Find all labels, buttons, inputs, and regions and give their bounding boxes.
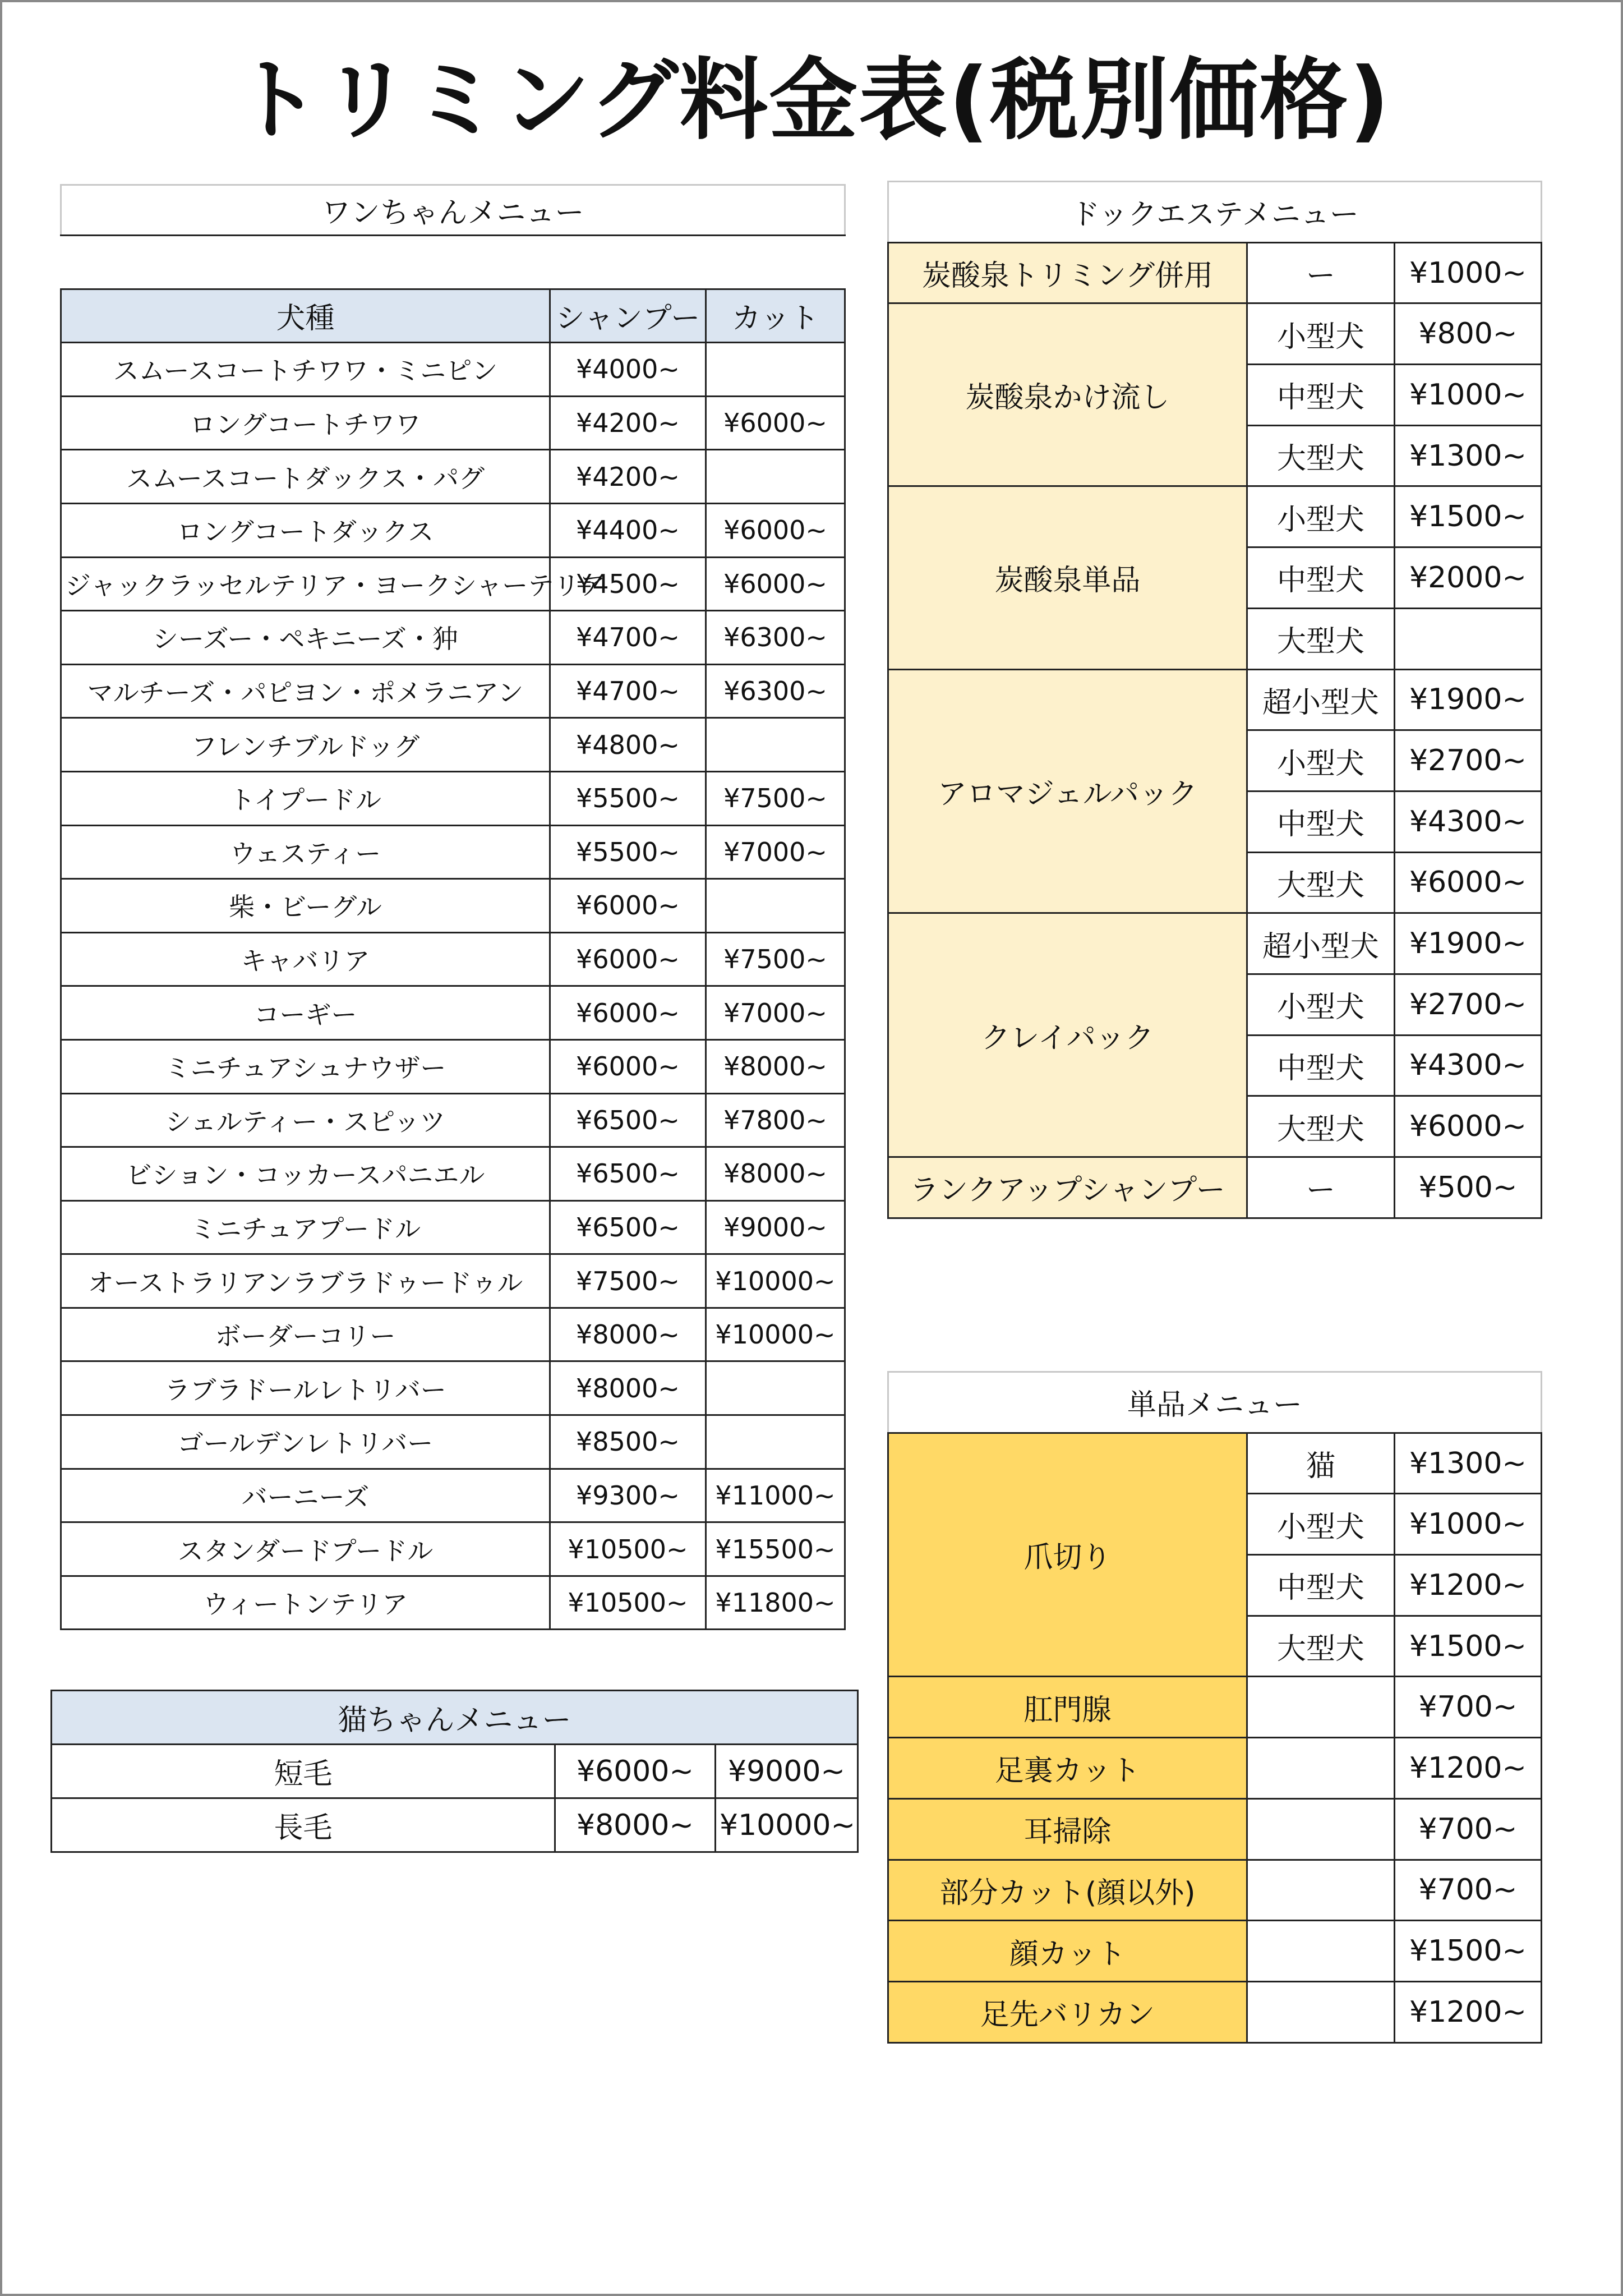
dog-menu-row (61, 1093, 845, 1147)
dog-menu-row (61, 1308, 845, 1361)
price-cell: ¥1200~ (1395, 1555, 1542, 1616)
dog-menu-row (61, 771, 845, 825)
price-cell: ¥6000~ (1395, 852, 1542, 913)
empty-size-cell (1247, 1738, 1395, 1799)
shampoo-price-cell: ¥8000~ (550, 1361, 706, 1415)
shampoo-price-cell: ¥4500~ (550, 557, 706, 611)
dog-menu-row (61, 1200, 845, 1254)
price-cell: ¥2700~ (1395, 974, 1542, 1035)
shampoo-price-cell: ¥8000~ (550, 1308, 706, 1361)
shampoo-price-cell: ¥6000~ (550, 986, 706, 1040)
esthe-menu-table (887, 181, 1542, 1219)
dog-menu-row (61, 1147, 845, 1201)
shampoo-price-cell: ¥4200~ (550, 396, 706, 450)
dog-size-cell: 中型犬 (1247, 365, 1395, 426)
dog-size-cell: 中型犬 (1247, 791, 1395, 852)
cut-price-cell: ¥10000~ (716, 1798, 858, 1852)
cut-price-cell: ¥9000~ (706, 1200, 845, 1254)
dog-size-cell: 小型犬 (1247, 303, 1395, 365)
dog-size-cell: 小型犬 (1247, 730, 1395, 792)
cut-price-cell: ¥6000~ (706, 557, 845, 611)
coat-type-cell: 短毛 (52, 1745, 555, 1798)
single-menu-row (888, 1798, 1542, 1860)
dog-menu-header-row (61, 289, 845, 343)
empty-size-cell (1247, 1677, 1395, 1738)
single-service-name: 爪切り (888, 1433, 1247, 1677)
cut-price-cell: ¥7000~ (706, 825, 845, 879)
coat-type-cell: 長毛 (52, 1798, 555, 1852)
cut-price-cell: ¥10000~ (706, 1254, 845, 1308)
cut-price-cell: ¥11800~ (706, 1576, 845, 1630)
header-cut: カット (706, 289, 845, 343)
dog-size-cell: 超小型犬 (1247, 913, 1395, 974)
price-cell: ¥1000~ (1395, 365, 1542, 426)
esthe-menu-title: ドックエステメニュー (888, 182, 1542, 243)
dog-size-cell: 大型犬 (1247, 1096, 1395, 1157)
dog-menu-row (61, 664, 845, 718)
price-cell: ¥2000~ (1395, 547, 1542, 609)
shampoo-price-cell: ¥8500~ (550, 1415, 706, 1469)
shampoo-price-cell: ¥6500~ (550, 1093, 706, 1147)
breed-cell: キャバリア (61, 932, 550, 986)
single-menu-row (888, 1860, 1542, 1921)
shampoo-price-cell: ¥4800~ (550, 718, 706, 772)
dog-size-cell: 中型犬 (1247, 1035, 1395, 1096)
shampoo-price-cell: ¥4200~ (550, 450, 706, 504)
cut-price-cell: ¥7500~ (706, 771, 845, 825)
shampoo-price-cell: ¥10500~ (550, 1522, 706, 1576)
cat-menu-title: 猫ちゃんメニュー (52, 1691, 858, 1745)
breed-cell: ミニチュアシュナウザー (61, 1039, 550, 1093)
dog-menu-row (61, 1361, 845, 1415)
price-cell: ¥700~ (1395, 1798, 1542, 1860)
cut-price-cell: ¥10000~ (706, 1308, 845, 1361)
pet-size-cell: 大型犬 (1247, 1616, 1395, 1677)
price-cell: ¥700~ (1395, 1860, 1542, 1921)
cut-price-cell: ¥8000~ (706, 1039, 845, 1093)
shampoo-price-cell: ¥6000~ (550, 1039, 706, 1093)
single-menu-row (888, 1433, 1542, 1494)
esthe-service-name: 炭酸泉かけ流し (888, 303, 1247, 486)
price-cell: ¥4300~ (1395, 791, 1542, 852)
dog-menu-title-row (61, 185, 845, 236)
empty-size-cell (1247, 1921, 1395, 1982)
price-cell: ¥1000~ (1395, 1494, 1542, 1555)
price-cell: ¥800~ (1395, 303, 1542, 365)
single-menu-row (888, 1981, 1542, 2042)
price-cell: ¥1500~ (1395, 1616, 1542, 1677)
esthe-menu-row (888, 1157, 1542, 1218)
dog-size-cell: 小型犬 (1247, 974, 1395, 1035)
dog-menu-row (61, 986, 845, 1040)
dog-size-cell: ー (1247, 242, 1395, 303)
pet-size-cell: 小型犬 (1247, 1494, 1395, 1555)
dog-menu-row (61, 450, 845, 504)
cut-price-cell (706, 450, 845, 504)
breed-cell: シーズー・ペキニーズ・狆 (61, 611, 550, 665)
price-cell: ¥6000~ (1395, 1096, 1542, 1157)
cut-price-cell: ¥15500~ (706, 1522, 845, 1576)
breed-cell: ロングコートダックス (61, 503, 550, 557)
dog-menu-row (61, 611, 845, 665)
dog-menu-row (61, 932, 845, 986)
price-cell: ¥2700~ (1395, 730, 1542, 792)
single-service-name: 耳掃除 (888, 1798, 1247, 1860)
breed-cell: マルチーズ・パピヨン・ポメラニアン (61, 664, 550, 718)
esthe-menu-row (888, 913, 1542, 974)
dog-menu-row (61, 1576, 845, 1630)
cut-price-cell: ¥7000~ (706, 986, 845, 1040)
shampoo-price-cell: ¥6000~ (555, 1745, 716, 1798)
dog-menu-row (61, 879, 845, 933)
shampoo-price-cell: ¥4400~ (550, 503, 706, 557)
pet-size-cell: 猫 (1247, 1433, 1395, 1494)
shampoo-price-cell: ¥7500~ (550, 1254, 706, 1308)
shampoo-price-cell: ¥9300~ (550, 1469, 706, 1522)
cut-price-cell (706, 1361, 845, 1415)
esthe-service-name: 炭酸泉トリミング併用 (888, 242, 1247, 303)
breed-cell: ミニチュアプードル (61, 1200, 550, 1254)
single-menu-title: 単品メニュー (888, 1372, 1542, 1433)
price-cell: ¥1500~ (1395, 1921, 1542, 1982)
esthe-menu-row (888, 486, 1542, 547)
esthe-service-name: ランクアップシャンプー (888, 1157, 1247, 1218)
dog-menu-row (61, 1415, 845, 1469)
breed-cell: ビション・コッカースパニエル (61, 1147, 550, 1201)
cut-price-cell: ¥7800~ (706, 1093, 845, 1147)
price-cell: ¥500~ (1395, 1157, 1542, 1218)
dog-menu-row (61, 1522, 845, 1576)
price-cell (1395, 608, 1542, 669)
dog-size-cell: 大型犬 (1247, 852, 1395, 913)
shampoo-price-cell: ¥4700~ (550, 664, 706, 718)
dog-menu-row (61, 396, 845, 450)
dog-menu-row (61, 1254, 845, 1308)
shampoo-price-cell: ¥4000~ (550, 343, 706, 397)
shampoo-price-cell: ¥6500~ (550, 1147, 706, 1201)
dog-size-cell: 大型犬 (1247, 608, 1395, 669)
single-service-name: 足裏カット (888, 1738, 1247, 1799)
dog-menu-row (61, 825, 845, 879)
dog-size-cell: 小型犬 (1247, 486, 1395, 547)
price-cell: ¥1200~ (1395, 1738, 1542, 1799)
price-cell: ¥1000~ (1395, 242, 1542, 303)
price-cell: ¥1900~ (1395, 913, 1542, 974)
breed-cell: ボーダーコリー (61, 1308, 550, 1361)
cut-price-cell (706, 343, 845, 397)
header-breed: 犬種 (61, 289, 550, 343)
single-menu-title-row (888, 1372, 1542, 1433)
cut-price-cell: ¥6000~ (706, 396, 845, 450)
breed-cell: シェルティー・スピッツ (61, 1093, 550, 1147)
breed-cell: オーストラリアンラブラドゥードゥル (61, 1254, 550, 1308)
single-menu-table (887, 1371, 1542, 2044)
shampoo-price-cell: ¥10500~ (550, 1576, 706, 1630)
single-menu-row (888, 1677, 1542, 1738)
dog-menu-row (61, 1469, 845, 1522)
breed-cell: スムースコートダックス・パグ (61, 450, 550, 504)
cat-menu-row (52, 1798, 858, 1852)
single-menu-row (888, 1921, 1542, 1982)
cut-price-cell: ¥11000~ (706, 1469, 845, 1522)
dog-size-cell: 中型犬 (1247, 547, 1395, 609)
cat-menu-title-row (52, 1691, 858, 1745)
dog-menu-row (61, 718, 845, 772)
empty-size-cell (1247, 1798, 1395, 1860)
shampoo-price-cell: ¥6000~ (550, 879, 706, 933)
breed-cell: ウィートンテリア (61, 1576, 550, 1630)
dog-menu-table (60, 184, 846, 1630)
breed-cell: トイプードル (61, 771, 550, 825)
dog-size-cell: 大型犬 (1247, 425, 1395, 486)
breed-cell: スムースコートチワワ・ミニピン (61, 343, 550, 397)
cut-price-cell: ¥6300~ (706, 611, 845, 665)
cut-price-cell: ¥6300~ (706, 664, 845, 718)
page-title: トリミング料金表(税別価格) (232, 49, 1391, 152)
dog-menu-row (61, 1039, 845, 1093)
single-menu-row (888, 1738, 1542, 1799)
price-cell: ¥1200~ (1395, 1981, 1542, 2042)
pet-size-cell: 中型犬 (1247, 1555, 1395, 1616)
breed-cell: ウェスティー (61, 825, 550, 879)
shampoo-price-cell: ¥5500~ (550, 825, 706, 879)
price-cell: ¥4300~ (1395, 1035, 1542, 1096)
price-cell: ¥1300~ (1395, 1433, 1542, 1494)
cut-price-cell (706, 1415, 845, 1469)
breed-cell: ロングコートチワワ (61, 396, 550, 450)
esthe-service-name: クレイパック (888, 913, 1247, 1157)
cut-price-cell: ¥7500~ (706, 932, 845, 986)
breed-cell: ジャックラッセルテリア・ヨークシャーテリア (61, 557, 550, 611)
esthe-menu-row (888, 669, 1542, 730)
esthe-menu-row (888, 242, 1542, 303)
single-service-name: 部分カット(顔以外) (888, 1860, 1247, 1921)
cut-price-cell: ¥8000~ (706, 1147, 845, 1201)
cat-menu-table (50, 1690, 859, 1853)
dog-menu-row (61, 343, 845, 397)
shampoo-price-cell: ¥6500~ (550, 1200, 706, 1254)
breed-cell: ラブラドールレトリバー (61, 1361, 550, 1415)
cut-price-cell: ¥6000~ (706, 503, 845, 557)
cut-price-cell (706, 879, 845, 933)
cut-price-cell: ¥9000~ (716, 1745, 858, 1798)
price-cell: ¥1900~ (1395, 669, 1542, 730)
cat-menu-row (52, 1745, 858, 1798)
esthe-menu-row (888, 303, 1542, 365)
price-cell: ¥700~ (1395, 1677, 1542, 1738)
header-shampoo: シャンプー (550, 289, 706, 343)
esthe-service-name: 炭酸泉単品 (888, 486, 1247, 669)
breed-cell: コーギー (61, 986, 550, 1040)
cut-price-cell (706, 718, 845, 772)
shampoo-price-cell: ¥8000~ (555, 1798, 716, 1852)
single-service-name: 顔カット (888, 1921, 1247, 1982)
price-cell: ¥1500~ (1395, 486, 1542, 547)
dog-menu-row (61, 503, 845, 557)
shampoo-price-cell: ¥4700~ (550, 611, 706, 665)
dog-menu-row (61, 557, 845, 611)
single-service-name: 肛門腺 (888, 1677, 1247, 1738)
breed-cell: ゴールデンレトリバー (61, 1415, 550, 1469)
single-service-name: 足先バリカン (888, 1981, 1247, 2042)
breed-cell: スタンダードプードル (61, 1522, 550, 1576)
dog-menu-title: ワンちゃんメニュー (61, 185, 845, 236)
esthe-service-name: アロマジェルパック (888, 669, 1247, 913)
empty-size-cell (1247, 1860, 1395, 1921)
dog-size-cell: 超小型犬 (1247, 669, 1395, 730)
breed-cell: 柴・ビーグル (61, 879, 550, 933)
breed-cell: フレンチブルドッグ (61, 718, 550, 772)
esthe-menu-title-row (888, 182, 1542, 243)
dog-size-cell: ー (1247, 1157, 1395, 1218)
empty-size-cell (1247, 1981, 1395, 2042)
price-cell: ¥1300~ (1395, 425, 1542, 486)
shampoo-price-cell: ¥5500~ (550, 771, 706, 825)
shampoo-price-cell: ¥6000~ (550, 932, 706, 986)
breed-cell: バーニーズ (61, 1469, 550, 1522)
